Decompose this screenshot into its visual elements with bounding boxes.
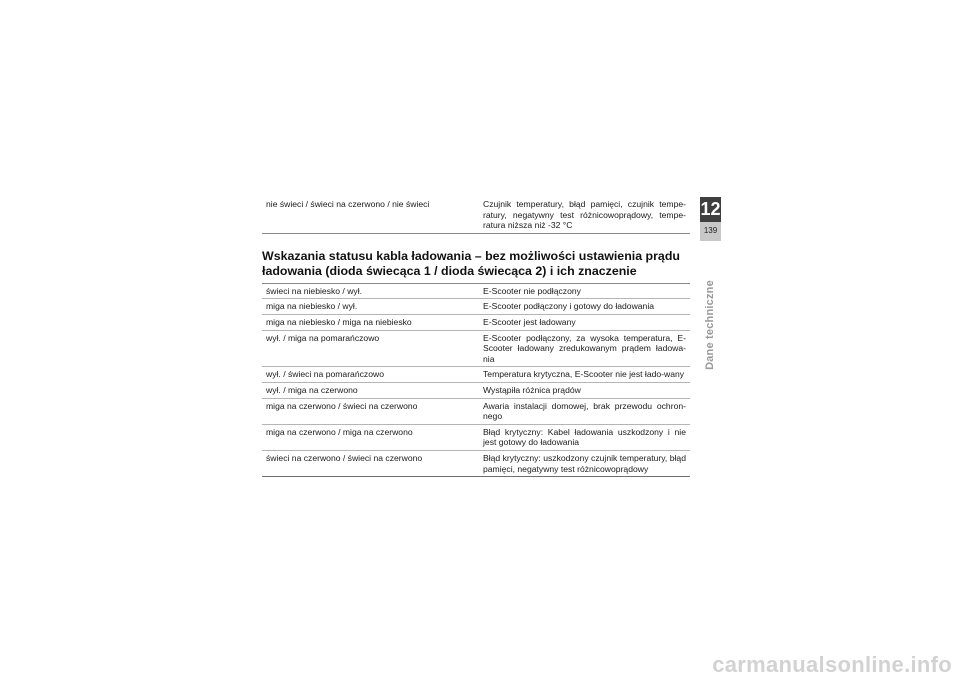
status-cell: świeci na czerwono / świeci na czerwono — [262, 450, 475, 476]
status-cell: wył. / miga na czerwono — [262, 382, 475, 398]
main-table — [262, 283, 690, 477]
table-row — [262, 283, 690, 299]
table-row — [262, 424, 690, 450]
meaning-cell: E-Scooter nie podłączony — [475, 283, 690, 299]
table-row — [262, 382, 690, 398]
meaning-cell: E-Scooter podłączony, za wysoka temperatura, E-Scooter ładowany zredukowanym prądem ładowa-nia — [475, 330, 690, 367]
status-cell: miga na niebiesko / miga na niebiesko — [262, 314, 475, 330]
status-cell: miga na czerwono / miga na czerwono — [262, 424, 475, 450]
page-content — [262, 197, 690, 477]
chapter-tab — [700, 197, 721, 241]
status-cell: wył. / miga na pomarańczowo — [262, 330, 475, 367]
meaning-cell: Wystąpiła różnica prądów — [475, 382, 690, 398]
table-row — [262, 314, 690, 330]
table-row — [262, 197, 690, 233]
meaning-cell: Błąd krytyczny: Kabel ładowania uszkodzony i nie jest gotowy do ładowania — [475, 424, 690, 450]
table-row — [262, 398, 690, 424]
status-cell: nie świeci / świeci na czerwono / nie świeci — [262, 197, 475, 233]
top-table — [262, 197, 690, 234]
section-heading: Wskazania statusu kabla ładowania – bez możliwości ustawienia prądu ładowania (dioda świecąca 1 / dioda świecąca 2) i ich znaczenie — [262, 248, 680, 278]
chapter-number: 12 — [700, 199, 721, 219]
status-cell: miga na czerwono / świeci na czerwono — [262, 398, 475, 424]
status-cell: wył. / świeci na pomarańczowo — [262, 367, 475, 383]
meaning-cell: Błąd krytyczny: uszkodzony czujnik temperatury, błąd pamięci, negatywny test różnicowoprądowy — [475, 450, 690, 476]
table-row — [262, 330, 690, 367]
chapter-title-area — [695, 280, 725, 370]
meaning-cell: Temperatura krytyczna, E-Scooter nie jest łado-wany — [475, 367, 690, 383]
table-row — [262, 299, 690, 315]
page-number: 139 — [703, 226, 718, 235]
meaning-cell: Awaria instalacji domowej, brak przewodu ochron-nego — [475, 398, 690, 424]
meaning-cell: E-Scooter podłączony i gotowy do ładowania — [475, 299, 690, 315]
status-cell: świeci na niebiesko / wył. — [262, 283, 475, 299]
status-cell: miga na niebiesko / wył. — [262, 299, 475, 315]
table-row — [262, 367, 690, 383]
watermark: carmanualsonline.info — [712, 652, 952, 677]
chapter-title: Dane techniczne — [704, 280, 716, 370]
meaning-cell: E-Scooter jest ładowany — [475, 314, 690, 330]
meaning-cell: Czujnik temperatury, błąd pamięci, czujnik tempe-ratury, negatywny test różnicowoprądowy, tempe-ratura niższa niż -32 °C — [475, 197, 690, 233]
table-row — [262, 450, 690, 476]
